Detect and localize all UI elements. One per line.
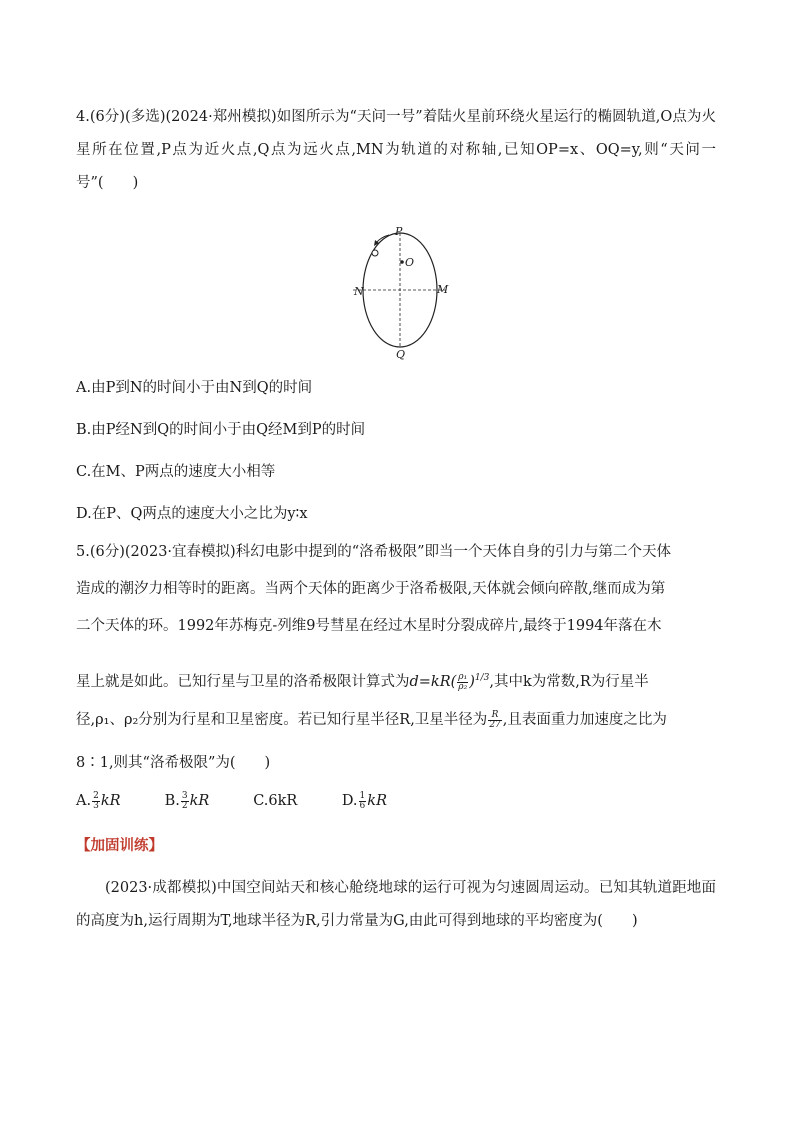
q5-option-b [165, 790, 249, 812]
density-ratio [457, 673, 468, 692]
q5-option-a-den: 3 [93, 800, 99, 811]
section-heading [76, 834, 163, 855]
q5-option-d-num: 1 [359, 790, 366, 801]
label-p: P [395, 225, 403, 238]
q5-option-a-suffix: kR [100, 793, 121, 809]
q5-option-a-frac [92, 792, 100, 811]
q5-option-d-den: 6 [359, 800, 366, 811]
formula-rp: ) [469, 674, 475, 690]
q5-line-4-text-a: 星上就是如此。已知行星与卫星的洛希极限计算式为 [76, 674, 410, 690]
label-m: M [437, 283, 449, 296]
q5-option-c [253, 790, 337, 812]
q5-option-b-num: 3 [181, 790, 188, 801]
q5-option-b-den: 2 [181, 800, 188, 811]
q5-line-1: 5.(6分)(2023·宜春模拟)科幻电影中提到的“洛希极限”即当一个天体自身的引力与第二个天体 [76, 544, 672, 560]
q5-option-b-prefix: B. [164, 793, 180, 809]
label-q: Q [396, 348, 406, 361]
q5-option-b-frac [181, 792, 189, 811]
satellite-radius-fraction [488, 711, 501, 730]
formula-exponent: 1/3 [474, 673, 490, 683]
q5-line-5 [76, 709, 667, 731]
q4-option-c: C.在M、P两点的速度大小相等 [76, 464, 276, 480]
q4-stem: 4.(6分)(多选)(2024·郑州模拟)如图所示为“天问一号”着陆火星前环绕火星运行的椭圆轨道,O点为火星所在位置,P点为近火点,Q点为远火点,MN为轨道的对称轴,已知OP=x、OQ=y,则“天问一号”( ) [76, 109, 716, 191]
extra-question-body: (2023·成都模拟)中国空间站天和核心舱绕地球的运行可视为匀速圆周运动。已知其轨道距地面的高度为h,运行周期为T,地球半径为R,引力常量为G,由此可得到地球的平均密度为( ) [76, 880, 716, 929]
q4-option-d: D.在P、Q两点的速度大小之比为y∶x [76, 506, 308, 522]
heading-bracket-close: 】 [148, 837, 163, 854]
heading-text: 加固训练 [90, 838, 149, 854]
label-n: N [354, 285, 364, 298]
roche-formula [409, 671, 490, 692]
q5-option-a-num: 2 [93, 790, 99, 801]
q5-option-a-prefix: A. [76, 793, 92, 809]
q5-option-d [342, 790, 387, 812]
q5-option-c-text: C.6kR [253, 793, 298, 809]
density-ratio-num: ρ₁ [458, 671, 468, 682]
q5-options [76, 790, 387, 812]
q4-option-a: A.由P到N的时间小于由N到Q的时间 [76, 380, 313, 396]
q5-line-2: 造成的潮汐力相等时的距离。当两个天体的距离少于洛希极限,天体就会倾向碎散,继而成为第 [76, 581, 666, 597]
q5-line-5-text-b: ,且表面重力加速度之比为 [502, 712, 667, 728]
density-ratio-den: ρ₂ [458, 681, 468, 692]
formula-lhs: d=kR( [409, 674, 457, 690]
q5-line-6: 8∶1,则其“洛希极限”为( ) [76, 755, 271, 771]
q5-option-d-prefix: D. [341, 793, 358, 809]
q5-line-5-text-a: 径,ρ₁、ρ₂分别为行星和卫星密度。若已知行星半径R,卫星半径为 [76, 712, 488, 728]
heading-bracket-open: 【 [76, 837, 91, 854]
q5-line-4-text-b: ,其中k为常数,R为行星半 [489, 674, 649, 690]
q5-option-d-suffix: kR [367, 793, 387, 809]
q4-option-b: B.由P经N到Q的时间小于由Q经M到P的时间 [76, 422, 366, 438]
mars-point [400, 260, 404, 264]
q5-option-b-suffix: kR [189, 793, 210, 809]
probe-icon [372, 250, 378, 256]
q5-option-a [76, 790, 160, 812]
q5-line-4 [76, 667, 649, 693]
satellite-radius-den: 27 [489, 719, 501, 730]
q5-line-3: 二个天体的环。1992年苏梅克-列维9号彗星在经过木星时分裂成碎片,最终于1994年落在木 [76, 618, 662, 634]
q5-option-d-frac [359, 792, 367, 811]
satellite-radius-num: R [488, 711, 501, 721]
orbit-figure [345, 224, 465, 364]
label-o: O [405, 256, 415, 269]
